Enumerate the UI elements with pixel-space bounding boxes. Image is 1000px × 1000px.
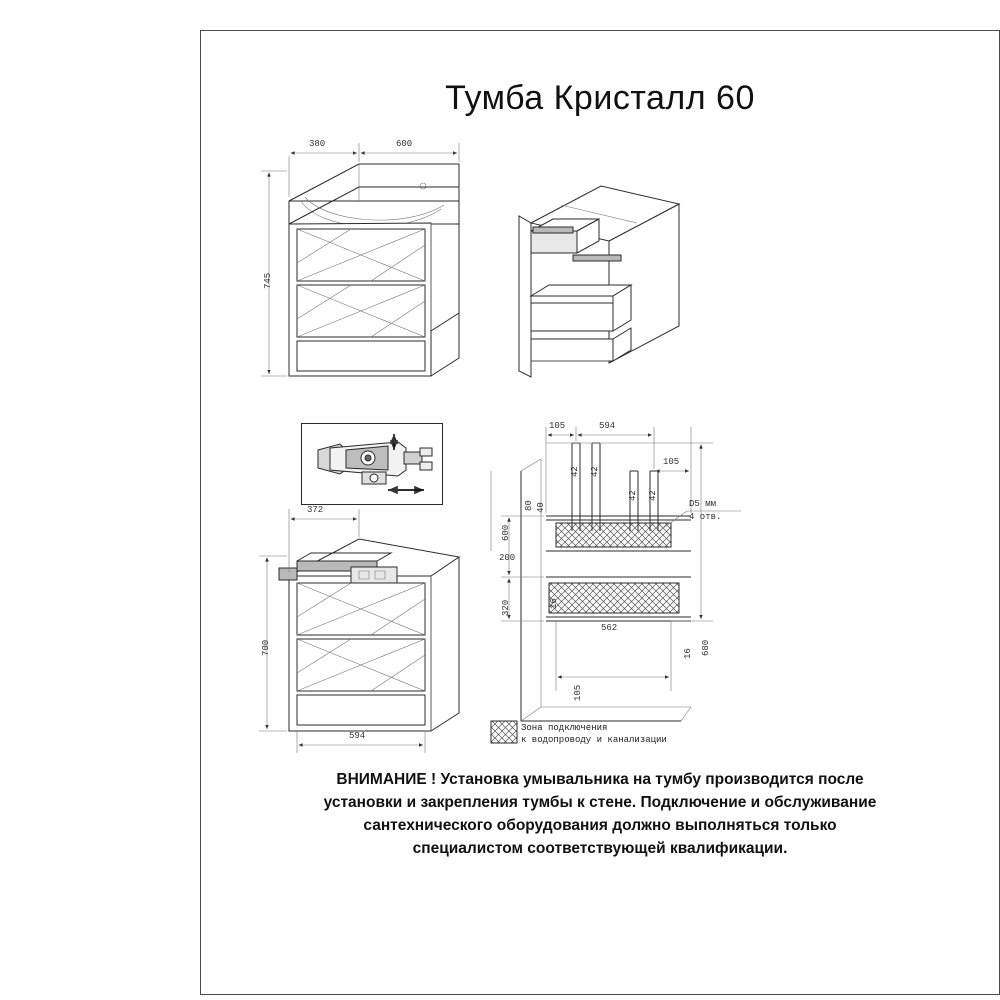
dim-562: 562 <box>601 623 618 633</box>
dim-380: 380 <box>309 139 326 149</box>
dim-594-plan: 594 <box>599 421 616 431</box>
view-wall-plan <box>491 427 741 743</box>
hole-callout-line1: D5 мм <box>689 499 717 509</box>
warning-line-2: установки и закрепления тумбы к стене. Подключение и обслуживание <box>323 794 877 811</box>
dim-200: 200 <box>499 553 516 563</box>
rail-detail-drawing <box>302 424 442 504</box>
warning-line-1: ВНИМАНИЕ ! Установка умывальника на тумбу производится после <box>336 771 864 788</box>
page-title: Тумба Кристалл 60 <box>445 79 755 117</box>
legend-hatch-line2: к водопроводу и канализации <box>521 735 667 745</box>
dim-600-plan: 600 <box>501 524 511 541</box>
warning-line-4: специалистом соответствующей квалификации. <box>412 840 788 857</box>
dim-42-a: 42 <box>570 466 580 477</box>
dim-42-b: 42 <box>590 466 600 477</box>
dim-105-left: 105 <box>549 421 566 431</box>
dim-42-d: 42 <box>648 490 658 501</box>
warning-line-3: сантехнического оборудования должно выполняться только <box>363 817 837 834</box>
dim-105-bottom: 105 <box>573 684 583 701</box>
hole-callout-line2: 4 отв. <box>689 512 722 522</box>
dim-16-b: 16 <box>683 648 693 659</box>
dim-80: 80 <box>524 500 534 511</box>
dim-700: 700 <box>261 639 271 656</box>
drawing-sheet <box>200 30 1000 995</box>
view-open-drawers <box>519 186 679 377</box>
dim-600: 600 <box>396 139 413 149</box>
dim-320: 320 <box>501 599 511 616</box>
dim-745: 745 <box>263 272 273 289</box>
view-cabinet-body <box>259 509 459 753</box>
dim-372: 372 <box>307 505 324 515</box>
legend-hatch-line1: Зона подключения <box>521 723 608 733</box>
dim-594-bottom: 594 <box>349 731 366 741</box>
rail-detail-inset <box>301 423 443 505</box>
dim-16-a: 16 <box>549 598 559 609</box>
view-front-washbasin <box>261 143 459 376</box>
dim-680: 680 <box>701 639 711 656</box>
dim-105-right: 105 <box>663 457 680 467</box>
dim-40: 40 <box>536 502 546 513</box>
dim-42-c: 42 <box>628 490 638 501</box>
